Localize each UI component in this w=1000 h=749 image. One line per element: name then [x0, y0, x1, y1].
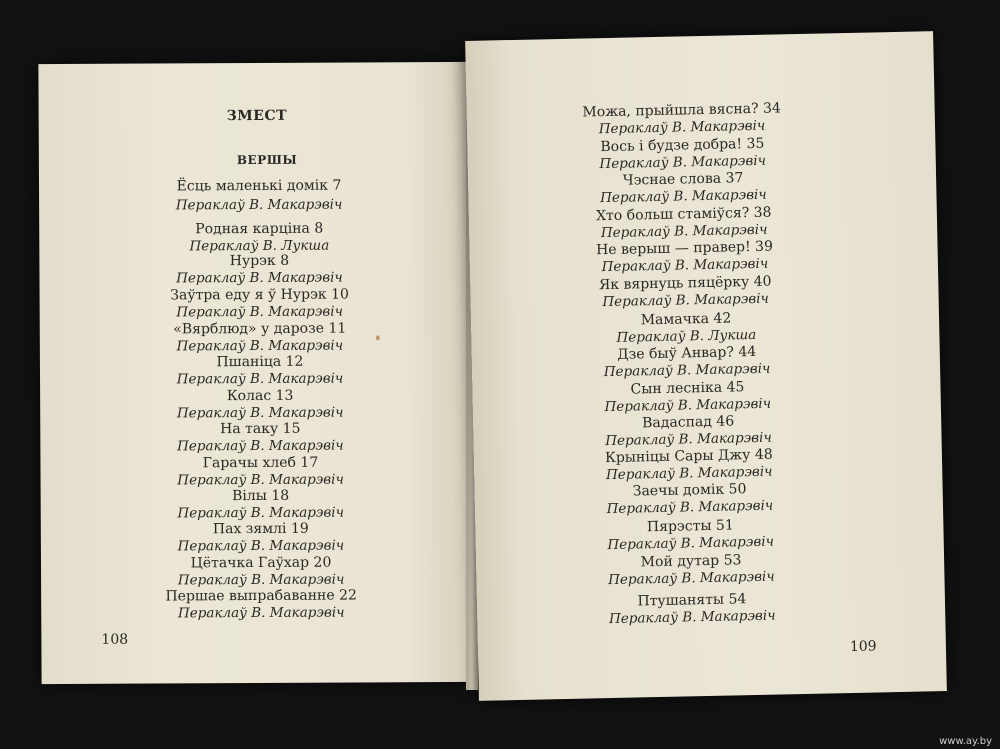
entry-title: Мой дутар 53	[640, 552, 742, 571]
toc-entry	[535, 272, 836, 312]
section-heading: ВЕРШЫ	[236, 152, 298, 168]
entry-translator: Пераклаў В. Макарэвіч	[176, 370, 344, 388]
entry-title: Можа, прыйшла вясна? 34	[582, 100, 781, 121]
entry-title: Дзе быў Анвар? 44	[617, 343, 757, 363]
entry-title: Крыніцы Сары Джу 48	[604, 446, 773, 467]
entry-title: Птушаняты 54	[637, 591, 747, 610]
entry-title: Не верыш — правер! 39	[595, 238, 774, 259]
entry-translator: Пераклаў В. Макарэвіч	[177, 437, 344, 455]
entry-translator: Пераклаў В. Макарэвіч	[177, 604, 345, 622]
toc-entry	[95, 353, 425, 389]
entry-translator: Пераклаў В. Макарэвіч	[607, 533, 775, 554]
entry-translator: Пераклаў В. Макарэвіч	[177, 537, 345, 555]
toc-entry	[539, 479, 840, 519]
entry-translator: Пераклаў В. Макарэвіч	[176, 337, 344, 355]
toc-entry	[95, 286, 425, 322]
entry-title: Першае выпрабаванне 22	[165, 587, 357, 605]
toc-entry	[94, 252, 424, 288]
toc-entry	[94, 220, 424, 256]
entry-title: Заўтра еду я ў Нурэк 10	[170, 286, 349, 304]
entry-title: Пярэсты 51	[646, 517, 734, 536]
toc-entry	[95, 454, 425, 490]
entry-title: Хто больш стаміўся? 38	[595, 204, 772, 225]
toc-entry	[540, 515, 841, 555]
entry-translator: Пераклаў В. Макарэвіч	[177, 471, 344, 489]
toc-heading: ЗМЕСТ	[226, 107, 288, 125]
entry-translator: Пераклаў В. Макарэвіч	[598, 117, 766, 138]
toc-entry	[96, 554, 426, 590]
entry-translator: Пераклаў В. Макарэвіч	[600, 186, 767, 207]
toc-entry	[534, 237, 835, 277]
toc-entry	[94, 177, 424, 215]
toc-entry	[533, 168, 834, 208]
entry-translator: Пераклаў В. Макарэвіч	[606, 497, 774, 518]
entry-translator: Пераклаў В. Макарэвіч	[601, 255, 769, 276]
entry-title: Колас 13	[226, 387, 294, 405]
entry-title: Як вярнуць пяцёрку 40	[598, 273, 772, 294]
entry-title: Заечы домік 50	[632, 481, 747, 500]
page-number-left: 108	[101, 631, 129, 648]
toc-entry	[537, 342, 838, 382]
entry-title: Мамачка 42	[640, 310, 732, 329]
watermark: www.ay.by	[939, 736, 992, 747]
entry-title: Вадаспад 46	[642, 413, 735, 432]
entry-translator: Пераклаў В. Макарэвіч	[602, 290, 770, 311]
entry-translator: Пераклаў В. Лукша	[189, 237, 330, 255]
entry-translator: Пераклаў В. Макарэвіч	[605, 429, 772, 450]
entry-translator: Пераклаў В. Макарэвіч	[603, 360, 771, 381]
entry-translator: Пераклаў В. Макарэвіч	[175, 196, 343, 214]
toc-entry	[541, 550, 842, 590]
entry-title: Чэснае слова 37	[622, 170, 744, 189]
entry-title: «Вярблюд» у дарозе 11	[173, 320, 347, 338]
entry-title: На таку 15	[220, 420, 301, 438]
toc-entry	[542, 589, 843, 629]
entry-title: Ёсць маленькі домік 7	[176, 177, 342, 195]
toc-entry	[96, 487, 426, 523]
toc-entry	[95, 387, 425, 423]
entry-title: Гарачы хлеб 17	[202, 454, 319, 472]
entry-title: Цётачка Гаўхар 20	[190, 554, 332, 572]
entry-title: Вось і будзе добра! 35	[600, 135, 765, 156]
entry-translator: Пераклаў В. Макарэвіч	[177, 571, 345, 589]
right-page	[465, 31, 947, 701]
entry-translator: Пераклаў В. Макарэвіч	[176, 303, 343, 321]
entry-translator: Пераклаў В. Макарэвіч	[608, 607, 776, 628]
entry-translator: Пераклаў В. Макарэвіч	[605, 463, 773, 484]
entry-title: Пах зямлі 19	[212, 520, 309, 538]
entry-translator: Пераклаў В. Макарэвіч	[604, 395, 772, 416]
paper-stain	[376, 335, 380, 340]
entry-translator: Пераклаў В. Макарэвіч	[600, 221, 768, 242]
toc-entry	[96, 520, 426, 556]
left-page	[38, 62, 471, 684]
entry-title: Сын лесніка 45	[630, 379, 745, 398]
toc-entry	[532, 99, 833, 139]
entry-translator: Пераклаў В. Макарэвіч	[599, 152, 767, 173]
entry-title: Вілы 18	[232, 487, 290, 505]
entry-translator: Пераклаў В. Макарэвіч	[176, 404, 344, 422]
entry-translator: Пераклаў В. Лукша	[616, 326, 757, 346]
entry-translator: Пераклаў В. Макарэвіч	[177, 504, 345, 522]
entry-translator: Пераклаў В. Макарэвіч	[176, 269, 343, 287]
entry-title: Нурэк 8	[229, 252, 290, 270]
toc-entry	[96, 587, 426, 623]
page-number-right: 109	[849, 638, 877, 656]
entry-title: Родная карціна 8	[195, 220, 324, 238]
toc-entry	[95, 420, 425, 456]
entry-title: Пшаніца 12	[216, 353, 304, 371]
entry-translator: Пераклаў В. Макарэвіч	[608, 568, 775, 589]
